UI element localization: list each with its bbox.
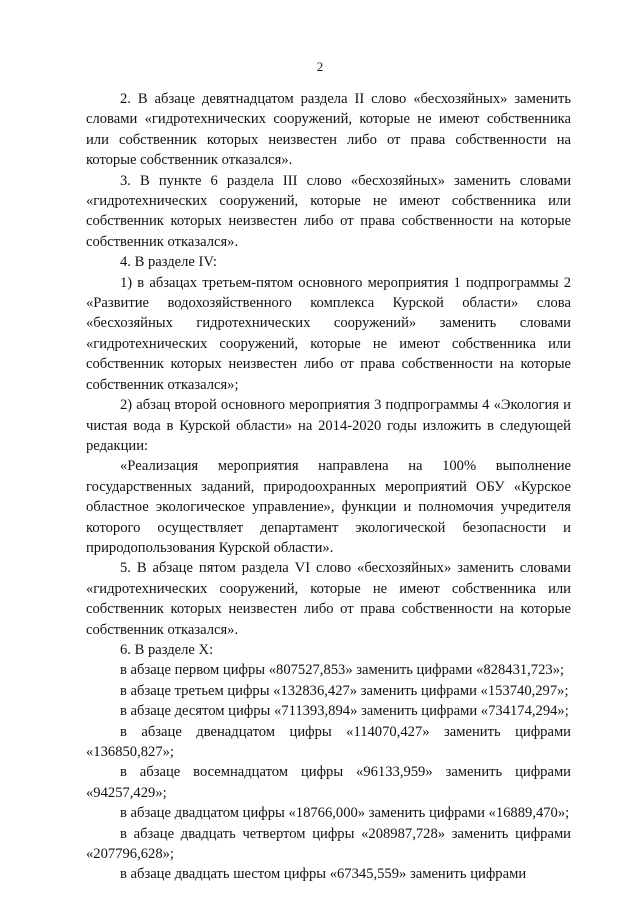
paragraph-12: в абзаце двенадцатом цифры «114070,427» заменить цифрами «136850,827»; (86, 723, 571, 760)
paragraph-4: 1) в абзацах третьем-пятом основного мероприятия 1 подпрограммы 2 «Развитие водохозяйственного комплекса Курской области» слова «бесхозяйных гидротехнических сооружений» заменить словами «гидротехнических сооружений, которые не имеют собственника или собственник которых неизвестен либо от права собственности на которые собственник отказался»; (86, 274, 571, 393)
document-body (86, 89, 571, 885)
paragraph-16: в абзаце двадцать шестом цифры «67345,559» заменить цифрами (120, 866, 527, 883)
paragraph-6-quote: «Реализация мероприятия направлена на 100% выполнение государственных заданий, природоохранных мероприятий ОБУ «Курское областное экологическое управление», функции и полномочия учредителя которого осуществляет департамент экологической безопасности и природопользования Курской области». (86, 458, 571, 556)
paragraph-13: в абзаце восемнадцатом цифры «96133,959» заменить цифрами «94257,429»; (86, 764, 571, 801)
paragraph-10: в абзаце третьем цифры «132836,427» заменить цифрами «153740,297»; (120, 682, 569, 699)
paragraph-3-heading: 4. В разделе IV: (120, 254, 217, 271)
paragraph-5: 2) абзац второй основного мероприятия 3 подпрограммы 4 «Экология и чистая вода в Курской области» на 2014-2020 годы изложить в следующей редакции: (86, 397, 571, 454)
paragraph-9: в абзаце первом цифры «807527,853» заменить цифрами «828431,723»; (120, 662, 565, 679)
paragraph-2: 3. В пункте 6 раздела III слово «бесхозяйных» заменить словами «гидротехнических сооружений, которые не имеют собственника или собственник которых неизвестен либо от права собственности на которые собственник отказался». (86, 172, 571, 250)
paragraph-14: в абзаце двадцатом цифры «18766,000» заменить цифрами «16889,470»; (120, 805, 570, 822)
paragraph-15: в абзаце двадцать четвертом цифры «208987,728» заменить цифрами «207796,628»; (86, 825, 571, 863)
page-number: 2 (316, 59, 324, 74)
paragraph-1: 2. В абзаце девятнадцатом раздела II слово «бесхозяйных» заменить словами «гидротехнических сооружений, которые не имеют собственника или собственник которых неизвестен либо от права собственности на которые собственник отказался». (86, 91, 571, 169)
paragraph-11: в абзаце десятом цифры «711393,894» заменить цифрами «734174,294»; (120, 703, 569, 720)
paragraph-7: 5. В абзаце пятом раздела VI слово «бесхозяйных» заменить словами «гидротехнических сооружений, которые не имеют собственника или собственник которых неизвестен либо от права собственности на которые собственник отказался». (86, 560, 571, 638)
paragraph-8-heading: 6. В разделе X: (120, 641, 214, 658)
